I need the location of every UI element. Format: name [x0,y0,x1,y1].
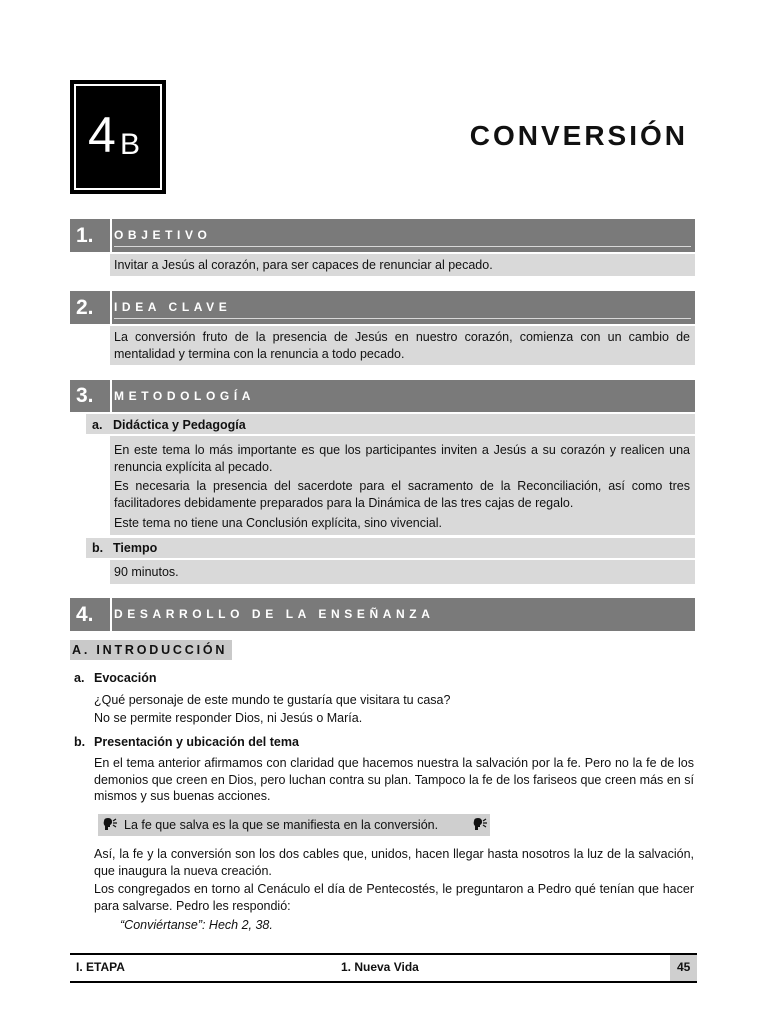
objetivo-text: Invitar a Jesús al corazón, para ser capaces de renunciar al pecado. [114,258,493,272]
section-number: 4. [76,603,94,626]
subsection-title: Tiempo [113,541,158,555]
citation: “Conviértanse”: Hech 2, 38. [120,918,273,932]
quote-box [98,814,490,836]
section-title: DESARROLLO DE LA ENSEÑANZA [114,607,435,621]
footer-title: 1. Nueva Vida [341,960,419,974]
paragraph-2: Así, la fe y la conversión son los dos cables que, unidos, hacen llegar hasta nosotros la luz de la salvación, que inaugura la nueva creación. [94,847,694,878]
intro-heading: A. INTRODUCCIÓN [70,640,232,660]
subsection-label: b. [74,735,86,749]
section-title: IDEA CLAVE [114,300,232,314]
section-number: 1. [76,224,94,247]
page-title: CONVERSIÓN [469,120,688,151]
idea-clave-text: La conversión fruto de la presencia de Jesús en nuestro corazón, comienza con un cambio de mentalidad y termina con la renuncia a todo pecado. [114,330,690,361]
section-number: 2. [76,296,94,319]
page-number: 45 [677,960,691,974]
section-header-desarrollo [70,598,695,631]
footer-rule-bottom [70,981,697,983]
footer-stage: I. ETAPA [76,960,125,974]
didactica-paragraph-3: Este tema no tiene una Conclusión explícita, sino vivencial. [114,516,442,530]
chapter-number: 4 [88,107,116,163]
section-title: METODOLOGÍA [114,389,256,403]
subsection-title-evocacion: Evocación [94,671,157,685]
presentacion-paragraph-1: En el tema anterior afirmamos con claridad que hacemos nuestra la salvación por la fe. Pero no la fe de los demonios que creen en Dios, pero luchan contra su plan. Tampoco la fe de los fariseos que creen más en sí mismos y sus buenas acciones. [94,756,694,803]
tiempo-text: 90 minutos. [114,565,179,579]
subsection-label: a. [74,671,85,685]
section-number: 3. [76,384,94,407]
section-divider [110,291,112,324]
paragraph-3: Los congregados en torno al Cenáculo el día de Pentecostés, le preguntaron a Pedro qué tenían que hacer para salvarse. Pedro les respondió: [94,882,694,913]
section-divider [110,598,112,631]
speaker-icon [102,818,118,832]
quote-text: La fe que salva es la que se manifiesta en la conversión. [124,818,439,832]
section-title: OBJETIVO [114,228,212,242]
section-underline [114,318,691,319]
section-underline [114,246,691,247]
didactica-paragraph-1: En este tema lo más importante es que los participantes inviten a Jesús a su corazón y realicen una renuncia explícita al pecado. [114,443,690,474]
chapter-letter: B [120,128,141,161]
footer-rule-top [70,953,697,955]
section-header-metodologia [70,380,695,412]
evocacion-line-1: ¿Qué personaje de este mundo te gustaría que visitara tu casa? [94,693,451,707]
subsection-b-header-box [86,538,695,558]
subsection-title: Didáctica y Pedagogía [113,418,246,432]
subsection-label: a. [92,418,103,432]
speaker-icon [472,818,488,832]
evocacion-line-2: No se permite responder Dios, ni Jesús o María. [94,711,363,725]
section-divider [110,380,112,412]
section-header-idea-clave [70,291,695,324]
section-divider [110,219,112,252]
subsection-title-presentacion: Presentación y ubicación del tema [94,735,299,749]
didactica-paragraph-2: Es necesaria la presencia del sacerdote para el sacramento de la Reconciliación, así como tres facilitadores debidamente preparados para la Dinámica de las tres cajas de regalo. [114,479,690,510]
chapter-badge [70,80,166,194]
tiempo-box [110,560,695,584]
subsection-label: b. [92,541,104,555]
section-header-objetivo [70,219,695,252]
